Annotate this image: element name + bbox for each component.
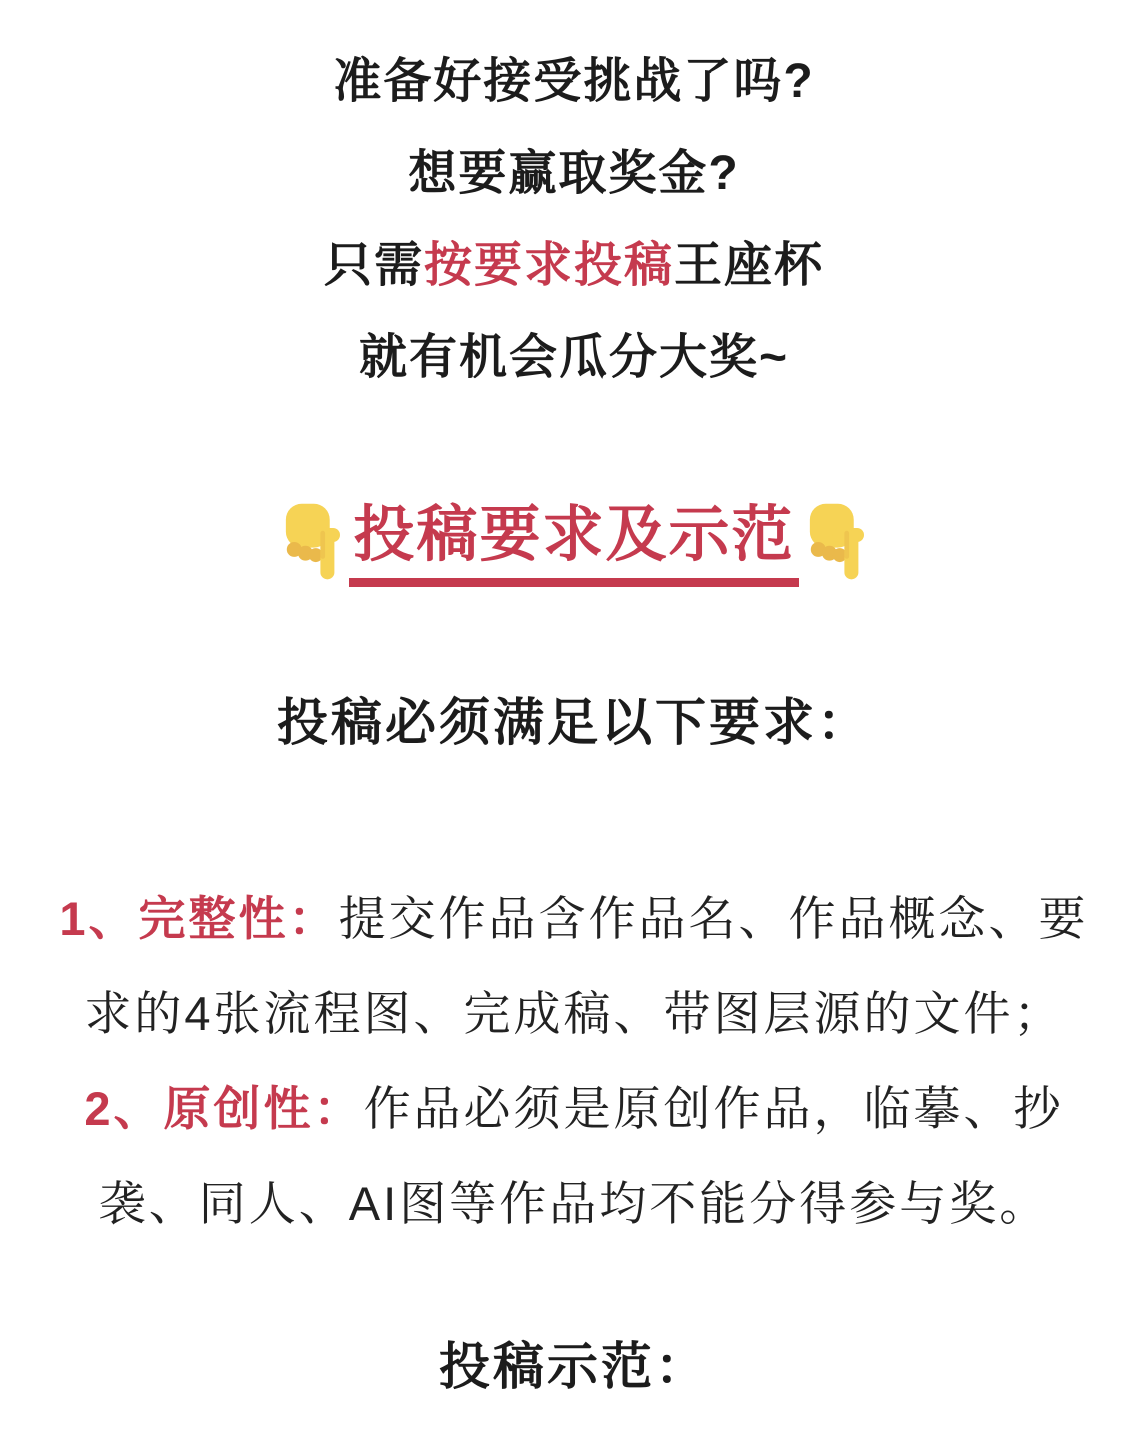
requirement-4-text: 袭、同人、AI图等作品均不能分得参与奖。 <box>98 1177 1050 1230</box>
hero-line-1: 准备好接受挑战了吗? <box>333 55 815 108</box>
requirement-3-text: 作品必须是原创作品，临摹、抄 <box>363 1082 1064 1135</box>
requirement-line-3 <box>0 1061 1148 1156</box>
requirement-1-label: 1、完整性： <box>59 892 339 945</box>
hero-text-block <box>0 0 1148 404</box>
requirement-line-2 <box>0 966 1148 1061</box>
hero-line-3-highlight: 按要求投稿 <box>423 239 674 292</box>
cta-banner <box>0 500 1148 590</box>
hero-line-3 <box>0 220 1148 312</box>
pointing-down-icon <box>283 500 341 584</box>
requirement-line-4 <box>0 1156 1148 1251</box>
hero-line-3-prefix: 只需 <box>323 239 424 292</box>
hero-line-2: 想要赢取奖金? <box>408 147 740 200</box>
requirement-line-1 <box>0 871 1148 966</box>
requirements-list <box>0 871 1148 1251</box>
hero-line-3-suffix: 王座杯 <box>674 239 825 292</box>
requirement-3-label: 2、原创性： <box>84 1082 364 1135</box>
requirement-2-text: 求的4张流程图、完成稿、带图层源的文件； <box>84 987 1064 1040</box>
requirements-heading: 投稿必须满足以下要求： <box>276 694 871 751</box>
requirement-1-text: 提交作品含作品名、作品概念、要 <box>338 892 1089 945</box>
hero-line-4: 就有机会瓜分大奖~ <box>358 331 790 384</box>
pointing-down-icon <box>807 500 865 584</box>
cta-title: 投稿要求及示范 <box>349 500 798 587</box>
demo-heading: 投稿示范： <box>438 1338 709 1395</box>
